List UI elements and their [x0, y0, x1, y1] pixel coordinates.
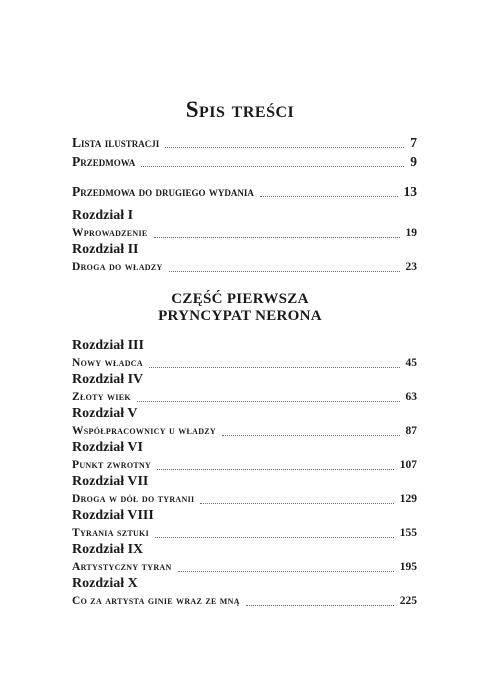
toc-entry-label: Co za artysta ginie wraz ze mną: [72, 595, 240, 607]
toc-entry-chapter-1: [72, 224, 417, 242]
toc-entry-label: Wprowadzenie: [72, 227, 148, 239]
toc-entry-label: Artystyczny tyran: [72, 561, 172, 573]
toc-entry-list-of-illustrations: [72, 134, 417, 152]
dot-leader: [178, 570, 394, 572]
toc-entry-chapter-7: [72, 490, 417, 508]
dot-leader: [154, 236, 400, 238]
toc-entry-preface: [72, 153, 417, 171]
toc-entry-chapter-5: [72, 422, 417, 440]
toc-entry-page: 107: [399, 459, 417, 471]
toc-entry-chapter-3: [72, 354, 417, 372]
toc-entry-page: 23: [405, 261, 417, 273]
dot-leader: [200, 502, 393, 504]
chapter-heading: Rozdział V: [72, 406, 138, 421]
toc-entry-chapter-4: [72, 388, 417, 406]
toc-entry-chapter-8: [72, 524, 417, 542]
dot-leader: [246, 604, 394, 606]
part-heading-line2: PRYNCYPAT NERONA: [158, 308, 322, 324]
toc-entry-page: 87: [405, 425, 417, 437]
toc-entry-chapter-9: [72, 558, 417, 576]
toc-entry-label: Droga do władzy: [72, 261, 163, 273]
toc-entry-label: Punkt zwrotny: [72, 459, 152, 471]
toc-entry-chapter-6: [72, 456, 417, 474]
page-title: Spis treści: [185, 97, 295, 122]
toc-entry-page: 7: [410, 135, 417, 150]
toc-entry-preface-second-edition: [72, 183, 417, 201]
dot-leader: [141, 165, 404, 167]
chapter-heading: Rozdział III: [72, 338, 144, 353]
chapter-heading: Rozdział VIII: [72, 508, 154, 523]
toc-entry-label: Złoty wiek: [72, 391, 131, 403]
dot-leader: [169, 270, 400, 272]
dot-leader: [149, 366, 400, 368]
toc-entry-label: Lista ilustracji: [72, 135, 160, 150]
chapter-heading: Rozdział X: [72, 576, 138, 591]
dot-leader: [222, 434, 399, 436]
toc-entry-page: 13: [403, 184, 417, 199]
dot-leader: [165, 146, 404, 148]
chapter-heading: Rozdział I: [72, 208, 134, 223]
toc-entry-page: 225: [399, 595, 417, 607]
dot-leader: [137, 400, 400, 402]
toc-entry-label: Tyrania sztuki: [72, 527, 149, 539]
chapter-heading: Rozdział IX: [72, 542, 144, 557]
toc-entry-page: 155: [399, 527, 417, 539]
dot-leader: [157, 468, 394, 470]
chapter-heading: Rozdział II: [72, 242, 139, 257]
toc-entry-page: 195: [399, 561, 417, 573]
toc-entry-label: Droga w dół do tyranii: [72, 493, 195, 505]
toc-entry-page: 63: [405, 391, 417, 403]
chapter-heading: Rozdział VI: [72, 440, 143, 455]
dot-leader: [260, 195, 398, 197]
toc-entry-page: 129: [399, 493, 417, 505]
chapter-heading: Rozdział IV: [72, 372, 144, 387]
toc-entry-label: Współpracownicy u władzy: [72, 425, 217, 437]
toc-entry-page: 9: [410, 154, 417, 169]
toc-entry-label: Przedmowa: [72, 154, 136, 169]
toc-entry-chapter-10: [72, 592, 417, 610]
chapter-heading: Rozdział VII: [72, 474, 149, 489]
toc-entry-label: Nowy władca: [72, 357, 143, 369]
toc-entry-label: Przedmowa do drugiego wydania: [72, 184, 254, 199]
part-heading-line1: CZĘŚĆ PIERWSZA: [171, 291, 309, 307]
dot-leader: [155, 536, 394, 538]
toc-entry-page: 45: [405, 357, 417, 369]
toc-entry-chapter-2: [72, 258, 417, 276]
toc-entry-page: 19: [405, 227, 417, 239]
